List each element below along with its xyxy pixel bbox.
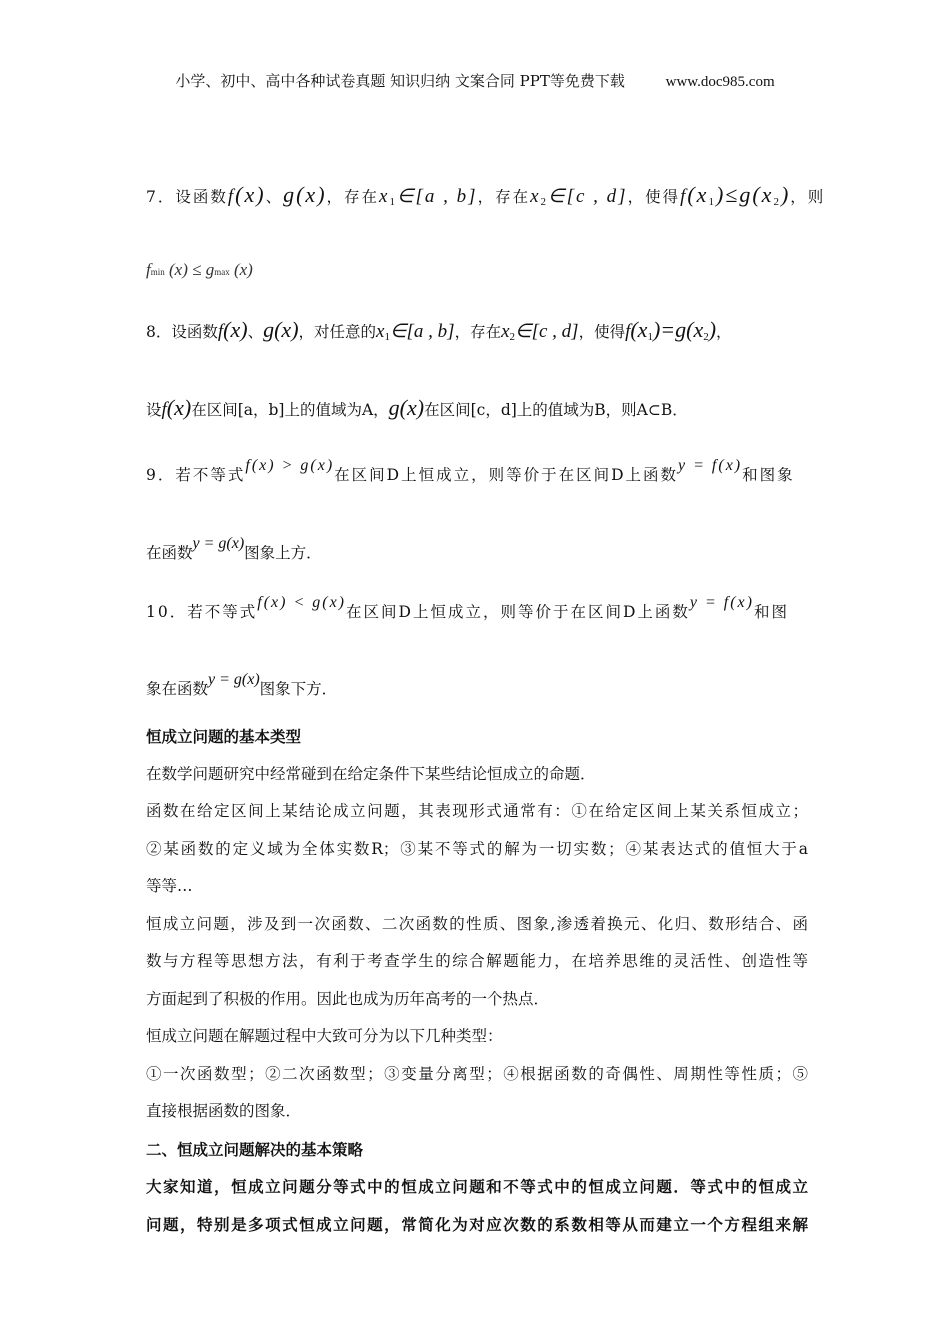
formula-inequality: $f(x_1)\le g(x_2)$ (680, 182, 791, 208)
formula-f-x: f(x) (161, 395, 192, 420)
formula-x1-range: $x_1\in[a$ , b] (379, 186, 478, 208)
item-9-line-2 (146, 535, 322, 563)
formula-g-x: g(x) (388, 395, 425, 420)
formula-x2-range: $x_2\in[c$ , d] (530, 186, 628, 208)
separator: 、 (247, 323, 264, 341)
paragraph-line: 直接根据函数的图象． (146, 1102, 302, 1120)
formula-y-eq-g: y = g(x) (192, 535, 245, 552)
item-10-text-below: 图象下方． (259, 680, 338, 698)
item-7-text-exists-2: ，存在 (477, 188, 531, 206)
item-7-text: 设函数 (175, 188, 228, 206)
item-8-text-range-a: 在区间[a，b]上的值域为A， (191, 401, 389, 419)
item-9-number: 9． (146, 466, 176, 484)
paragraph: 在数学问题研究中经常碰到在给定条件下某些结论恒成立的命题． (146, 764, 596, 783)
item-9-text: 若不等式 (175, 466, 246, 484)
formula-g-x: g(x) (283, 182, 327, 207)
item-7-result (146, 260, 253, 280)
item-8-text-such-that: ，使得 (578, 323, 626, 341)
item-10-text: 若不等式 (187, 603, 258, 621)
paragraph-line: 函数在给定区间上某结论成立问题，其表现形式通常有：①在给定区间上某关系恒成立； (146, 802, 808, 820)
formula-f-lt-g: f(x) < g(x) (257, 594, 347, 611)
paragraph-line: 方面起到了积极的作用。因此也成为历年高考的一个热点． (146, 989, 550, 1008)
item-8-text-let: 设 (146, 401, 162, 419)
item-10-line-1 (146, 594, 789, 622)
section-basic-types (146, 718, 808, 1243)
paragraph: 恒成立问题在解题过程中大致可分为以下几种类型： (146, 1027, 503, 1045)
formula-f-x: f(x) (227, 182, 266, 207)
item-9-text-fn: 在函数 (146, 544, 193, 562)
formula-y-eq-g: y = g(x) (208, 671, 260, 688)
item-7-text-then: ，则 (790, 188, 826, 206)
item-10-text-equiv: 在区间D上恒成立，则等价于在区间D上函数 (346, 603, 690, 621)
formula-fmin-le-gmax: fmin (x) ≤ gmax (x) (146, 260, 253, 279)
item-10-number: 10． (146, 603, 188, 621)
item-8-text-forall: ，对任意的 (298, 323, 377, 341)
item-8-text-exists: ，存在 (454, 323, 502, 341)
formula-equality: $f(x_1)=g(x_2)$ (625, 317, 717, 343)
formula-f-gt-g: f(x) > g(x) (245, 457, 335, 474)
formula-y-eq-f: y = f(x) (678, 457, 743, 474)
formula-x2-range: $x_2\in[c$ , d] (501, 321, 579, 343)
page-header (0, 70, 950, 91)
item-10-text-fn: 象在函数 (146, 680, 209, 698)
item-7-text-such-that: ，使得 (627, 188, 681, 206)
item-9-text-graph: 和图象 (742, 466, 795, 484)
section-heading: 恒成立问题的基本类型 (146, 727, 302, 746)
paragraph-line: ②某函数的定义域为全体实数R；③某不等式的解为一切实数；④某表达式的值恒大于a (146, 839, 808, 858)
item-9-text-equiv: 在区间D上恒成立，则等价于在区间D上函数 (334, 466, 679, 484)
item-8-text-range-b: 在区间[c，d]上的值域为B，则A⊂B． (424, 401, 688, 419)
paragraph-line: 问题，特别是多项式恒成立问题，常简化为对应次数的系数相等从而建立一个方程组来解 (146, 1214, 808, 1234)
item-7-text-exists: ，存在 (326, 188, 380, 206)
item-8-line-1 (146, 317, 732, 343)
formula-y-eq-f: y = f(x) (689, 594, 754, 611)
formula-g-x: g(x) (263, 317, 299, 342)
paragraph-line: 数与方程等思想方法，有利于考查学生的综合解题能力，在培养思维的灵活性、创造性等 (146, 952, 808, 970)
paragraph-line: 等等… (146, 877, 193, 895)
item-8-comma: ， (716, 323, 732, 341)
paragraph-line: ①一次函数型；②二次函数型；③变量分离型；④根据函数的奇偶性、周期性等性质；⑤ (146, 1064, 808, 1083)
item-8-number: 8． (146, 323, 172, 341)
item-10-text-graph: 和图 (753, 603, 789, 621)
header-text: 小学、初中、高中各种试卷真题 知识归纳 文案合同 PPT等免费下载 (175, 72, 625, 90)
formula-f-x: f(x) (217, 317, 248, 342)
item-9-text-above: 图象上方． (244, 544, 322, 562)
item-7-number: 7． (146, 188, 176, 206)
header-site-link[interactable]: www.doc985.com (665, 74, 775, 90)
section-heading: 二、恒成立问题解决的基本策略 (146, 1139, 364, 1159)
separator: 、 (265, 188, 284, 206)
paragraph-line: 大家知道，恒成立问题分等式中的恒成立问题和不等式中的恒成立问题．等式中的恒成立 (146, 1177, 808, 1196)
item-7-line-1 (146, 182, 825, 208)
formula-x1-range: $x_1\in[a$ , b] (376, 321, 455, 343)
item-8-line-2 (146, 395, 688, 421)
item-10-line-2 (146, 671, 338, 699)
item-9-line-1 (146, 457, 795, 485)
paragraph-line: 恒成立问题，涉及到一次函数、二次函数的性质、图象,渗透着换元、化归、数形结合、函 (146, 914, 808, 933)
item-8-text: 设函数 (171, 323, 218, 341)
